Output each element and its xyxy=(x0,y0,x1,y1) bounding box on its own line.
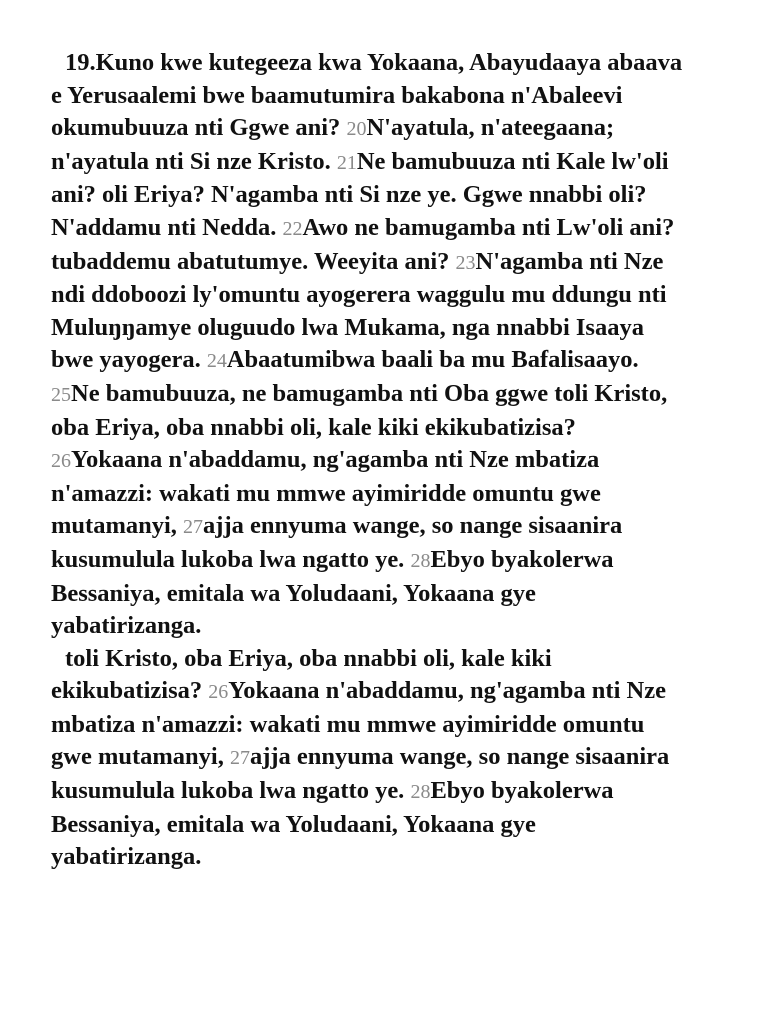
passage-text: Ebyo byakolerwa Bessaniya, emitala wa Yoludaani, Yokaana gye yabatirizanga. xyxy=(51,777,614,871)
paragraph-2 xyxy=(51,643,691,874)
passage-text: 19.Kuno kwe kutegeeza kwa Yokaana, Abayudaaya abaava e Yerusaalemi bwe baamutumira bakabona n'Abaleevi okumubuuza nti Ggwe ani? xyxy=(51,49,683,142)
verse-number: 27 xyxy=(183,516,204,539)
passage-text: toli Kristo, oba Eriya, oba nnabbi oli, kale kiki ekikubatizisa? xyxy=(51,644,552,705)
verse-number: 20 xyxy=(346,118,367,141)
passage-text: Yokaana n'abaddamu, ng'agamba nti Nze mbatiza n'amazzi: wakati mu mmwe ayimiridde omuntu gwe mutamanyi, xyxy=(51,677,666,771)
document-text xyxy=(51,47,691,874)
passage-text: Yokaana n'abaddamu, ng'agamba nti Nze mbatiza n'amazzi: wakati mu mmwe ayimiridde omuntu gwe mutamanyi, xyxy=(51,446,601,540)
passage-text: N'ayatula, n'ateegaana; n'ayatula nti Si nze Kristo. xyxy=(51,114,615,175)
passage-text: N'agamba nti Nze ndi ddoboozi ly'omuntu ayogerera waggulu mu ddungu nti Muluŋŋamye oluguudo lwa Mukama, nga nnabbi Isaaya bwe yayogera. xyxy=(51,247,667,374)
verse-number: 21 xyxy=(336,151,357,174)
verse-number: 26 xyxy=(51,450,71,473)
passage-text: ajja ennyuma wange, so nange sisaanira kusumulula lukoba lwa ngatto ye. xyxy=(51,743,670,805)
verse-number: 25 xyxy=(51,383,71,406)
verse-number: 26 xyxy=(208,681,229,704)
verse-number: 28 xyxy=(410,549,431,572)
passage-text: Ne bamubuuza, ne bamugamba nti Oba ggwe toli Kristo, oba Eriya, oba nnabbi oli, kale kiki ekikubatizisa? xyxy=(51,379,668,441)
passage-text: Awo ne bamugamba nti Lw'oli ani? tubaddemu abatutumye. Weeyita ani? xyxy=(51,213,675,275)
passage-text: Ne bamubuuza nti Kale lw'oli ani? oli Eriya? N'agamba nti Si nze ye. Ggwe nnabbi oli? N'addamu nti Nedda. xyxy=(51,147,669,241)
verse-number: 28 xyxy=(410,781,431,804)
passage-text: Abaatumibwa baali ba mu Bafalisaayo. xyxy=(226,346,639,374)
verse-number: 22 xyxy=(282,217,303,240)
passage-text: Ebyo byakolerwa Bessaniya, emitala wa Yoludaani, Yokaana gye yabatirizanga. xyxy=(51,545,614,640)
verse-number: 23 xyxy=(455,251,476,274)
verse-number: 24 xyxy=(206,350,227,373)
verse-number: 27 xyxy=(229,747,250,770)
passage-text: ajja ennyuma wange, so nange sisaanira kusumulula lukoba lwa ngatto ye. xyxy=(51,512,623,573)
paragraph-1 xyxy=(51,47,691,643)
